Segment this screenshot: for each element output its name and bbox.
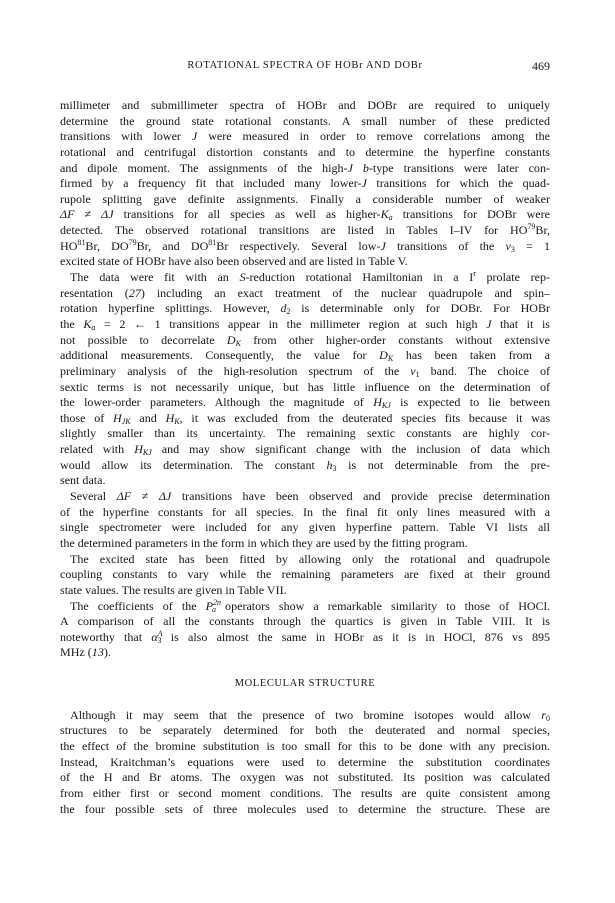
text-line: and dipole moment. The assignments of the high-J b-type transitions were later con- xyxy=(60,160,550,175)
text-line: firmed by a frequency fit that included many lower-J transitions for which the quad- xyxy=(60,176,551,191)
running-header xyxy=(60,60,550,76)
text-line: millimeter and submillimeter spectra of HOBr and DOBr are required to uniquely xyxy=(60,98,550,112)
text-line: The excited state has been fitted by allowing only the rotational and quadrupole xyxy=(70,551,550,566)
text-line: the determined parameters in the form in which they are used by the fitting program. xyxy=(60,535,468,550)
text-line: preliminary analysis of the high-resolution spectrum of the $\nu_1$ band. The choice of xyxy=(60,363,551,379)
text-line: those of $H_{JK}$ and $H_K$, it was excluded from the deuterated species fits because it was xyxy=(60,410,551,426)
text-line: related with $H_{KJ}$ and may show significant change with the inclusion of data which xyxy=(60,442,551,458)
text-line: state values. The results are given in Table VII. xyxy=(60,582,287,597)
text-line: noteworthy that $\alpha^A_3$ is also almost the same in HOBr as it is in HOCl, 876 vs 895 xyxy=(60,628,551,645)
text-line: structures to be separately determined for both the deuterated and normal species, xyxy=(60,723,550,738)
text-line: coupling constants to vary while the remaining parameters are fixed at their ground xyxy=(60,567,550,582)
running-title: ROTATIONAL SPECTRA OF HOBr AND DOBr xyxy=(187,60,423,71)
text-line: sextic terms is not necessarily unique, but has little influence on the determination of xyxy=(60,379,550,394)
text-line: not possible to decorrelate $D_K$ from other higher-order constants without extensive xyxy=(60,332,550,348)
text-line: Several ΔF ≠ ΔJ transitions have been observed and provide precise determination xyxy=(70,489,551,504)
text-line: of the hyperfine constants for all species. In the final fit only lines measured with a xyxy=(60,504,550,519)
text-line: Instead, Kraitchman’s equations were used to determine the substitution coordinates xyxy=(60,754,550,769)
text-line: the four possible sets of three molecules used to determine the structure. These are xyxy=(60,801,550,816)
page-number: 469 xyxy=(532,59,550,73)
text-line: detected. The observed rotational transitions are listed in Tables I–IV for HO$^{79}$Br, xyxy=(60,222,550,238)
text-line: the lower-order parameters. Although the magnitude of $H_{KJ}$ is expected to lie between xyxy=(60,395,551,411)
body-text xyxy=(60,98,550,817)
text-line: slightly smaller than its uncertainty. The remaining sextic constants are highly cor- xyxy=(60,426,550,441)
text-line: rotation hyperfine splittings. However, $d_2$ is determinable only for DOBr. For HOBr xyxy=(60,301,551,317)
text-line: ΔF ≠ ΔJ transitions for all species as well as higher-$K_a$ transitions for DOBr were xyxy=(60,207,550,223)
text-line: additional measurements. Consequently, the value for $D_K$ has been taken from a xyxy=(60,348,550,364)
text-line: rotational and centrifugal distortion constants and to determine the hyperfine constants xyxy=(60,144,550,159)
text-line: sent data. xyxy=(60,473,106,488)
text-line: determine the ground state rotational constants. A small number of these predicted xyxy=(60,113,550,128)
text-line: the effect of the bromine substitution is too small for this to be done with any precision. xyxy=(60,738,550,753)
text-line: of the H and Br atoms. The oxygen was not substituted. Its position was calculated xyxy=(60,770,550,785)
text-line: excited state of HOBr have also been observed and are listed in Table V. xyxy=(60,254,408,269)
text-line: The coefficients of the $P^{2n}_a$ operators show a remarkable similarity to those of HOCl. xyxy=(70,597,550,614)
text-line: would allow its determination. The constant $h_3$ is not determinable from the pre- xyxy=(60,457,550,473)
text-line: transitions with lower J were measured in order to remove correlations among the xyxy=(60,129,550,144)
text-line: The data were fit with an S-reduction rotational Hamiltonian in a $I^r$ prolate rep- xyxy=(70,269,550,285)
text-line: MHz (13). xyxy=(60,645,111,660)
text-line: HO$^{81}$Br, DO$^{79}$Br, and DO$^{81}$Br respectively. Several low-J transitions of the $v_3 = 1$ xyxy=(60,237,550,254)
text-line: rupole splitting gave definite assignments. Finally a considerable number of weaker xyxy=(60,191,550,206)
section-heading: MOLECULAR STRUCTURE xyxy=(234,678,376,690)
text-line: resentation (27) including an exact treatment of the nuclear quadrupole and spin– xyxy=(60,285,550,300)
text-line: Although it may seem that the presence of two bromine isotopes would allow $r_0$ xyxy=(70,707,550,723)
text-line: A comparison of all the constants through the quartics is given in Table VIII. It is xyxy=(60,614,550,629)
text-line: single spectrometer were included for any given hyperfine pattern. Table VI lists all xyxy=(60,520,550,535)
text-line: from either first or second moment conditions. The results are quite consistent among xyxy=(60,785,550,800)
text-line: the $K_a = 2$ ← 1 transitions appear in the millimeter region at such high J that it is xyxy=(60,316,550,332)
